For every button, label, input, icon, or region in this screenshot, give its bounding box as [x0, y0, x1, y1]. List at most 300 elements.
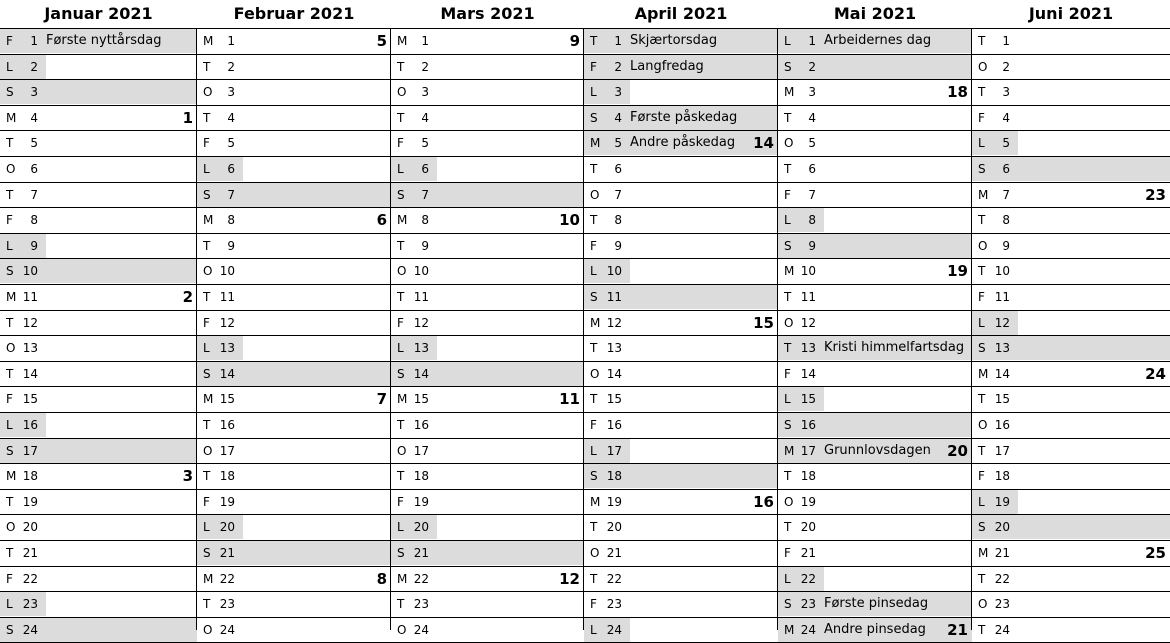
day-row: [778, 55, 972, 81]
day-row: [972, 464, 1170, 490]
weekday-letter: T: [784, 520, 792, 535]
weekday-letter: S: [6, 622, 14, 637]
day-number: 20: [22, 520, 38, 535]
weekday-letter: T: [978, 264, 986, 279]
day-number: 24: [413, 622, 429, 637]
weekday-letter: F: [6, 392, 13, 407]
day-row: [584, 618, 778, 643]
day-row: [197, 157, 391, 183]
day-number: 12: [994, 315, 1010, 330]
weekday-letter: L: [590, 622, 597, 637]
day-number: 5: [808, 136, 816, 151]
day-row: [584, 311, 778, 337]
weekday-letter: S: [203, 187, 211, 202]
week-number: 24: [1145, 364, 1166, 383]
day-number: 3: [421, 85, 429, 100]
day-number: 2: [614, 59, 622, 74]
weekday-letter: F: [203, 494, 210, 509]
day-row: [584, 490, 778, 516]
day-row: [197, 311, 391, 337]
weekday-letter: F: [978, 110, 985, 125]
day-row: [197, 567, 391, 593]
day-number: 7: [614, 187, 622, 202]
weekday-letter: O: [397, 622, 407, 637]
day-row: [778, 567, 972, 593]
day-number: 15: [413, 392, 429, 407]
day-row: [197, 285, 391, 311]
day-number: 17: [219, 443, 235, 458]
day-number: 9: [1002, 238, 1010, 253]
day-row: [0, 336, 197, 362]
day-row: [778, 387, 972, 413]
day-number: 3: [30, 85, 38, 100]
day-number: 14: [606, 366, 622, 381]
weekday-letter: F: [784, 366, 791, 381]
holiday-label: Grunnlovsdagen: [824, 442, 931, 458]
day-row: [0, 131, 197, 157]
day-number: 22: [800, 571, 816, 586]
day-row: [584, 464, 778, 490]
month-column: [197, 0, 391, 637]
day-row: [197, 55, 391, 81]
day-row: [197, 490, 391, 516]
day-row: [972, 259, 1170, 285]
day-row: [778, 592, 972, 618]
weekday-letter: O: [784, 136, 794, 151]
week-number: 9: [569, 32, 580, 50]
day-number: 7: [30, 187, 38, 202]
day-row: [778, 259, 972, 285]
weekday-letter: L: [397, 520, 404, 535]
day-row: [391, 157, 584, 183]
day-row: [197, 183, 391, 209]
day-row: [972, 618, 1170, 643]
week-number: 14: [753, 134, 774, 153]
day-number: 9: [808, 238, 816, 253]
week-number: 6: [376, 211, 387, 230]
weekday-letter: O: [203, 85, 213, 100]
weekday-letter: O: [397, 443, 407, 458]
day-number: 8: [614, 213, 622, 228]
weekday-letter: F: [397, 136, 404, 151]
day-row: [778, 234, 972, 260]
weekday-letter: M: [397, 213, 408, 228]
day-row: [391, 285, 584, 311]
day-row: [778, 413, 972, 439]
day-number: 2: [808, 59, 816, 74]
weekday-letter: T: [397, 597, 405, 612]
day-number: 7: [1002, 187, 1010, 202]
weekday-letter: M: [397, 392, 408, 407]
day-number: 1: [808, 34, 816, 48]
week-number: 18: [947, 83, 968, 102]
day-row: [972, 234, 1170, 260]
day-number: 24: [219, 622, 235, 637]
holiday-label: Andre påskedag: [630, 135, 736, 151]
weekday-letter: T: [397, 238, 405, 253]
weekday-letter: S: [784, 238, 792, 253]
weekday-letter: T: [978, 622, 986, 637]
day-number: 12: [413, 315, 429, 330]
weekday-letter: L: [784, 213, 791, 228]
day-number: 6: [30, 162, 38, 176]
week-number: 25: [1145, 544, 1166, 562]
week-number: 11: [559, 390, 580, 409]
day-row: [972, 311, 1170, 337]
weekday-letter: O: [590, 187, 600, 202]
holiday-label: Første nyttårsdag: [46, 33, 162, 48]
day-number: 8: [30, 213, 38, 228]
weekday-letter: S: [590, 110, 598, 125]
day-row: [391, 387, 584, 413]
day-row: [391, 183, 584, 209]
day-number: 6: [1002, 162, 1010, 176]
day-number: 16: [606, 418, 622, 432]
day-row: [778, 285, 972, 311]
day-number: 11: [606, 290, 622, 304]
day-row: [0, 490, 197, 516]
week-number: 1: [182, 108, 193, 127]
day-number: 8: [808, 213, 816, 228]
day-number: 16: [994, 418, 1010, 432]
day-row: [972, 362, 1170, 388]
day-number: 10: [22, 264, 38, 279]
week-number: 8: [376, 569, 387, 588]
day-number: 20: [219, 520, 235, 535]
day-number: 5: [1002, 136, 1010, 151]
weekday-letter: T: [203, 418, 211, 432]
weekday-letter: L: [978, 136, 985, 151]
weekday-letter: T: [203, 110, 211, 125]
day-row: [972, 183, 1170, 209]
weekday-letter: T: [978, 34, 986, 48]
weekday-letter: O: [6, 520, 16, 535]
day-row: [972, 285, 1170, 311]
day-row: [584, 80, 778, 106]
day-number: 2: [421, 59, 429, 74]
day-row: [391, 259, 584, 285]
day-number: 19: [994, 494, 1010, 509]
day-number: 4: [808, 110, 816, 125]
day-number: 1: [227, 34, 235, 48]
day-number: 24: [994, 622, 1010, 637]
weekday-letter: M: [203, 392, 214, 407]
day-row: [584, 439, 778, 465]
weekday-letter: S: [6, 443, 14, 458]
day-row: [778, 490, 972, 516]
weekday-letter: T: [590, 520, 598, 535]
day-number: 10: [413, 264, 429, 279]
day-number: 11: [800, 290, 816, 304]
weekday-letter: S: [978, 520, 986, 535]
weekday-letter: L: [203, 341, 210, 356]
day-row: [778, 80, 972, 106]
month-column: [0, 0, 197, 637]
day-row: [584, 183, 778, 209]
column-divider: [777, 28, 778, 630]
day-row: [0, 285, 197, 311]
weekday-letter: M: [203, 571, 214, 586]
day-number: 13: [994, 341, 1010, 356]
weekday-letter: O: [203, 622, 213, 637]
day-row: [391, 490, 584, 516]
day-number: 8: [1002, 213, 1010, 228]
holiday-label: Skjærtorsdag: [630, 33, 718, 48]
day-number: 23: [22, 597, 38, 612]
day-number: 20: [606, 520, 622, 535]
weekday-letter: T: [784, 341, 792, 356]
day-number: 21: [800, 546, 816, 560]
weekday-letter: T: [6, 366, 14, 381]
day-number: 11: [22, 290, 38, 304]
weekday-letter: M: [6, 290, 17, 304]
weekday-letter: S: [784, 59, 792, 74]
weekday-letter: T: [6, 546, 14, 560]
weekday-letter: L: [590, 264, 597, 279]
day-row: [778, 362, 972, 388]
weekday-letter: T: [397, 469, 405, 484]
day-row: [391, 106, 584, 132]
day-row: [584, 592, 778, 618]
day-row: [197, 464, 391, 490]
day-row: [584, 55, 778, 81]
day-number: 14: [994, 366, 1010, 381]
weekday-letter: S: [784, 418, 792, 432]
day-number: 10: [606, 264, 622, 279]
day-row: [0, 567, 197, 593]
month-column: [972, 0, 1170, 637]
day-row: [0, 208, 197, 234]
day-row: [778, 439, 972, 465]
weekday-letter: M: [978, 366, 989, 381]
weekday-letter: S: [978, 162, 986, 176]
weekday-letter: T: [978, 571, 986, 586]
weekday-letter: T: [397, 290, 405, 304]
day-row: [972, 29, 1170, 55]
weekday-letter: T: [978, 443, 986, 458]
day-row: [391, 80, 584, 106]
day-number: 21: [413, 546, 429, 560]
day-row: [778, 311, 972, 337]
day-row: [0, 541, 197, 567]
week-number: 2: [182, 288, 193, 306]
day-row: [778, 618, 972, 643]
weekday-letter: L: [6, 59, 13, 74]
day-number: 4: [227, 110, 235, 125]
weekday-letter: O: [590, 366, 600, 381]
weekday-letter: O: [978, 418, 988, 432]
weekday-letter: M: [6, 110, 17, 125]
weekday-letter: T: [784, 162, 792, 176]
day-row: [197, 362, 391, 388]
weekday-letter: F: [397, 315, 404, 330]
weekday-letter: T: [978, 392, 986, 407]
holiday-label: Første påskedag: [630, 109, 738, 125]
weekday-letter: S: [784, 597, 792, 612]
day-number: 17: [800, 443, 816, 458]
weekday-letter: L: [784, 34, 791, 48]
weekday-letter: M: [590, 494, 601, 509]
day-number: 13: [606, 341, 622, 356]
day-row: [0, 259, 197, 285]
day-number: 7: [421, 187, 429, 202]
day-number: 12: [219, 315, 235, 330]
day-row: [972, 439, 1170, 465]
weekday-letter: F: [784, 546, 791, 560]
weekday-letter: M: [397, 571, 408, 586]
day-row: [197, 234, 391, 260]
day-row: [584, 515, 778, 541]
week-number: 12: [559, 569, 580, 588]
day-number: 19: [22, 494, 38, 509]
weekday-letter: F: [590, 59, 597, 74]
weekday-letter: T: [6, 494, 14, 509]
weekday-letter: F: [6, 34, 13, 48]
day-row: [778, 464, 972, 490]
day-number: 16: [800, 418, 816, 432]
day-number: 3: [808, 85, 816, 100]
weekday-letter: T: [6, 315, 14, 330]
weekday-letter: F: [590, 597, 597, 612]
day-number: 13: [219, 341, 235, 356]
week-number: 16: [753, 492, 774, 511]
day-number: 18: [994, 469, 1010, 484]
day-number: 16: [413, 418, 429, 432]
day-number: 15: [994, 392, 1010, 407]
day-row: [0, 183, 197, 209]
day-row: [972, 567, 1170, 593]
day-number: 9: [614, 238, 622, 253]
day-number: 18: [606, 469, 622, 484]
weekday-letter: O: [590, 546, 600, 560]
day-row: [197, 259, 391, 285]
day-row: [391, 55, 584, 81]
weekday-letter: M: [203, 34, 214, 48]
day-row: [972, 387, 1170, 413]
day-number: 22: [22, 571, 38, 586]
holiday-label: Arbeidernes dag: [824, 33, 932, 48]
day-number: 24: [606, 622, 622, 637]
weekday-letter: M: [784, 85, 795, 100]
day-number: 9: [227, 238, 235, 253]
day-row: [972, 131, 1170, 157]
day-number: 16: [219, 418, 235, 432]
day-number: 16: [22, 418, 38, 432]
day-row: [391, 439, 584, 465]
holiday-label: Andre pinsedag: [824, 621, 926, 637]
weekday-letter: L: [978, 315, 985, 330]
day-row: [391, 567, 584, 593]
weekday-letter: O: [6, 162, 16, 176]
weekday-letter: S: [397, 187, 405, 202]
month-title: Februar 2021: [233, 4, 355, 23]
day-number: 1: [614, 34, 622, 48]
day-row: [778, 208, 972, 234]
day-number: 4: [614, 110, 622, 125]
weekday-letter: O: [978, 597, 988, 612]
day-row: [0, 157, 197, 183]
day-number: 22: [413, 571, 429, 586]
weekday-letter: F: [590, 418, 597, 432]
weekday-letter: F: [203, 136, 210, 151]
weekday-letter: L: [203, 520, 210, 535]
day-row: [0, 413, 197, 439]
day-number: 14: [413, 366, 429, 381]
weekday-letter: S: [590, 290, 598, 304]
day-number: 13: [22, 341, 38, 356]
weekday-letter: L: [590, 443, 597, 458]
day-number: 20: [800, 520, 816, 535]
day-row: [972, 413, 1170, 439]
day-number: 12: [800, 315, 816, 330]
day-number: 15: [606, 392, 622, 407]
day-number: 20: [413, 520, 429, 535]
weekday-letter: L: [6, 597, 13, 612]
weekday-letter: T: [203, 469, 211, 484]
day-number: 22: [606, 571, 622, 586]
day-number: 14: [219, 366, 235, 381]
weekday-letter: O: [784, 315, 794, 330]
weekday-letter: T: [203, 238, 211, 253]
column-divider: [196, 28, 197, 630]
day-row: [972, 336, 1170, 362]
weekday-letter: S: [590, 469, 598, 484]
day-row: [391, 336, 584, 362]
day-row: [391, 234, 584, 260]
day-row: [391, 29, 584, 55]
day-row: [0, 55, 197, 81]
weekday-letter: O: [203, 443, 213, 458]
day-number: 5: [30, 136, 38, 151]
day-row: [197, 413, 391, 439]
day-row: [584, 387, 778, 413]
day-row: [778, 157, 972, 183]
week-number: 3: [182, 467, 193, 486]
day-number: 4: [421, 110, 429, 125]
day-number: 18: [800, 469, 816, 484]
day-number: 21: [219, 546, 235, 560]
day-row: [0, 387, 197, 413]
month-column: [391, 0, 584, 637]
day-row: [972, 208, 1170, 234]
weekday-letter: T: [590, 392, 598, 407]
weekday-letter: T: [6, 187, 14, 202]
day-number: 11: [219, 290, 235, 304]
day-row: [0, 618, 197, 643]
day-number: 8: [421, 213, 429, 228]
day-number: 8: [227, 213, 235, 228]
holiday-label: Kristi himmelfartsdag: [824, 340, 965, 356]
day-row: [584, 29, 778, 55]
day-number: 6: [614, 162, 622, 176]
weekday-letter: M: [590, 136, 601, 151]
day-row: [197, 131, 391, 157]
week-number: 10: [559, 211, 580, 230]
weekday-letter: M: [397, 34, 408, 48]
weekday-letter: F: [6, 213, 13, 228]
weekday-letter: T: [784, 110, 792, 125]
day-row: [0, 234, 197, 260]
day-number: 1: [421, 34, 429, 48]
weekday-letter: L: [784, 571, 791, 586]
day-row: [391, 311, 584, 337]
week-number: 21: [947, 620, 968, 639]
day-row: [391, 592, 584, 618]
day-row: [778, 336, 972, 362]
month-title: Mai 2021: [833, 4, 917, 23]
day-row: [197, 29, 391, 55]
day-number: 21: [606, 546, 622, 560]
